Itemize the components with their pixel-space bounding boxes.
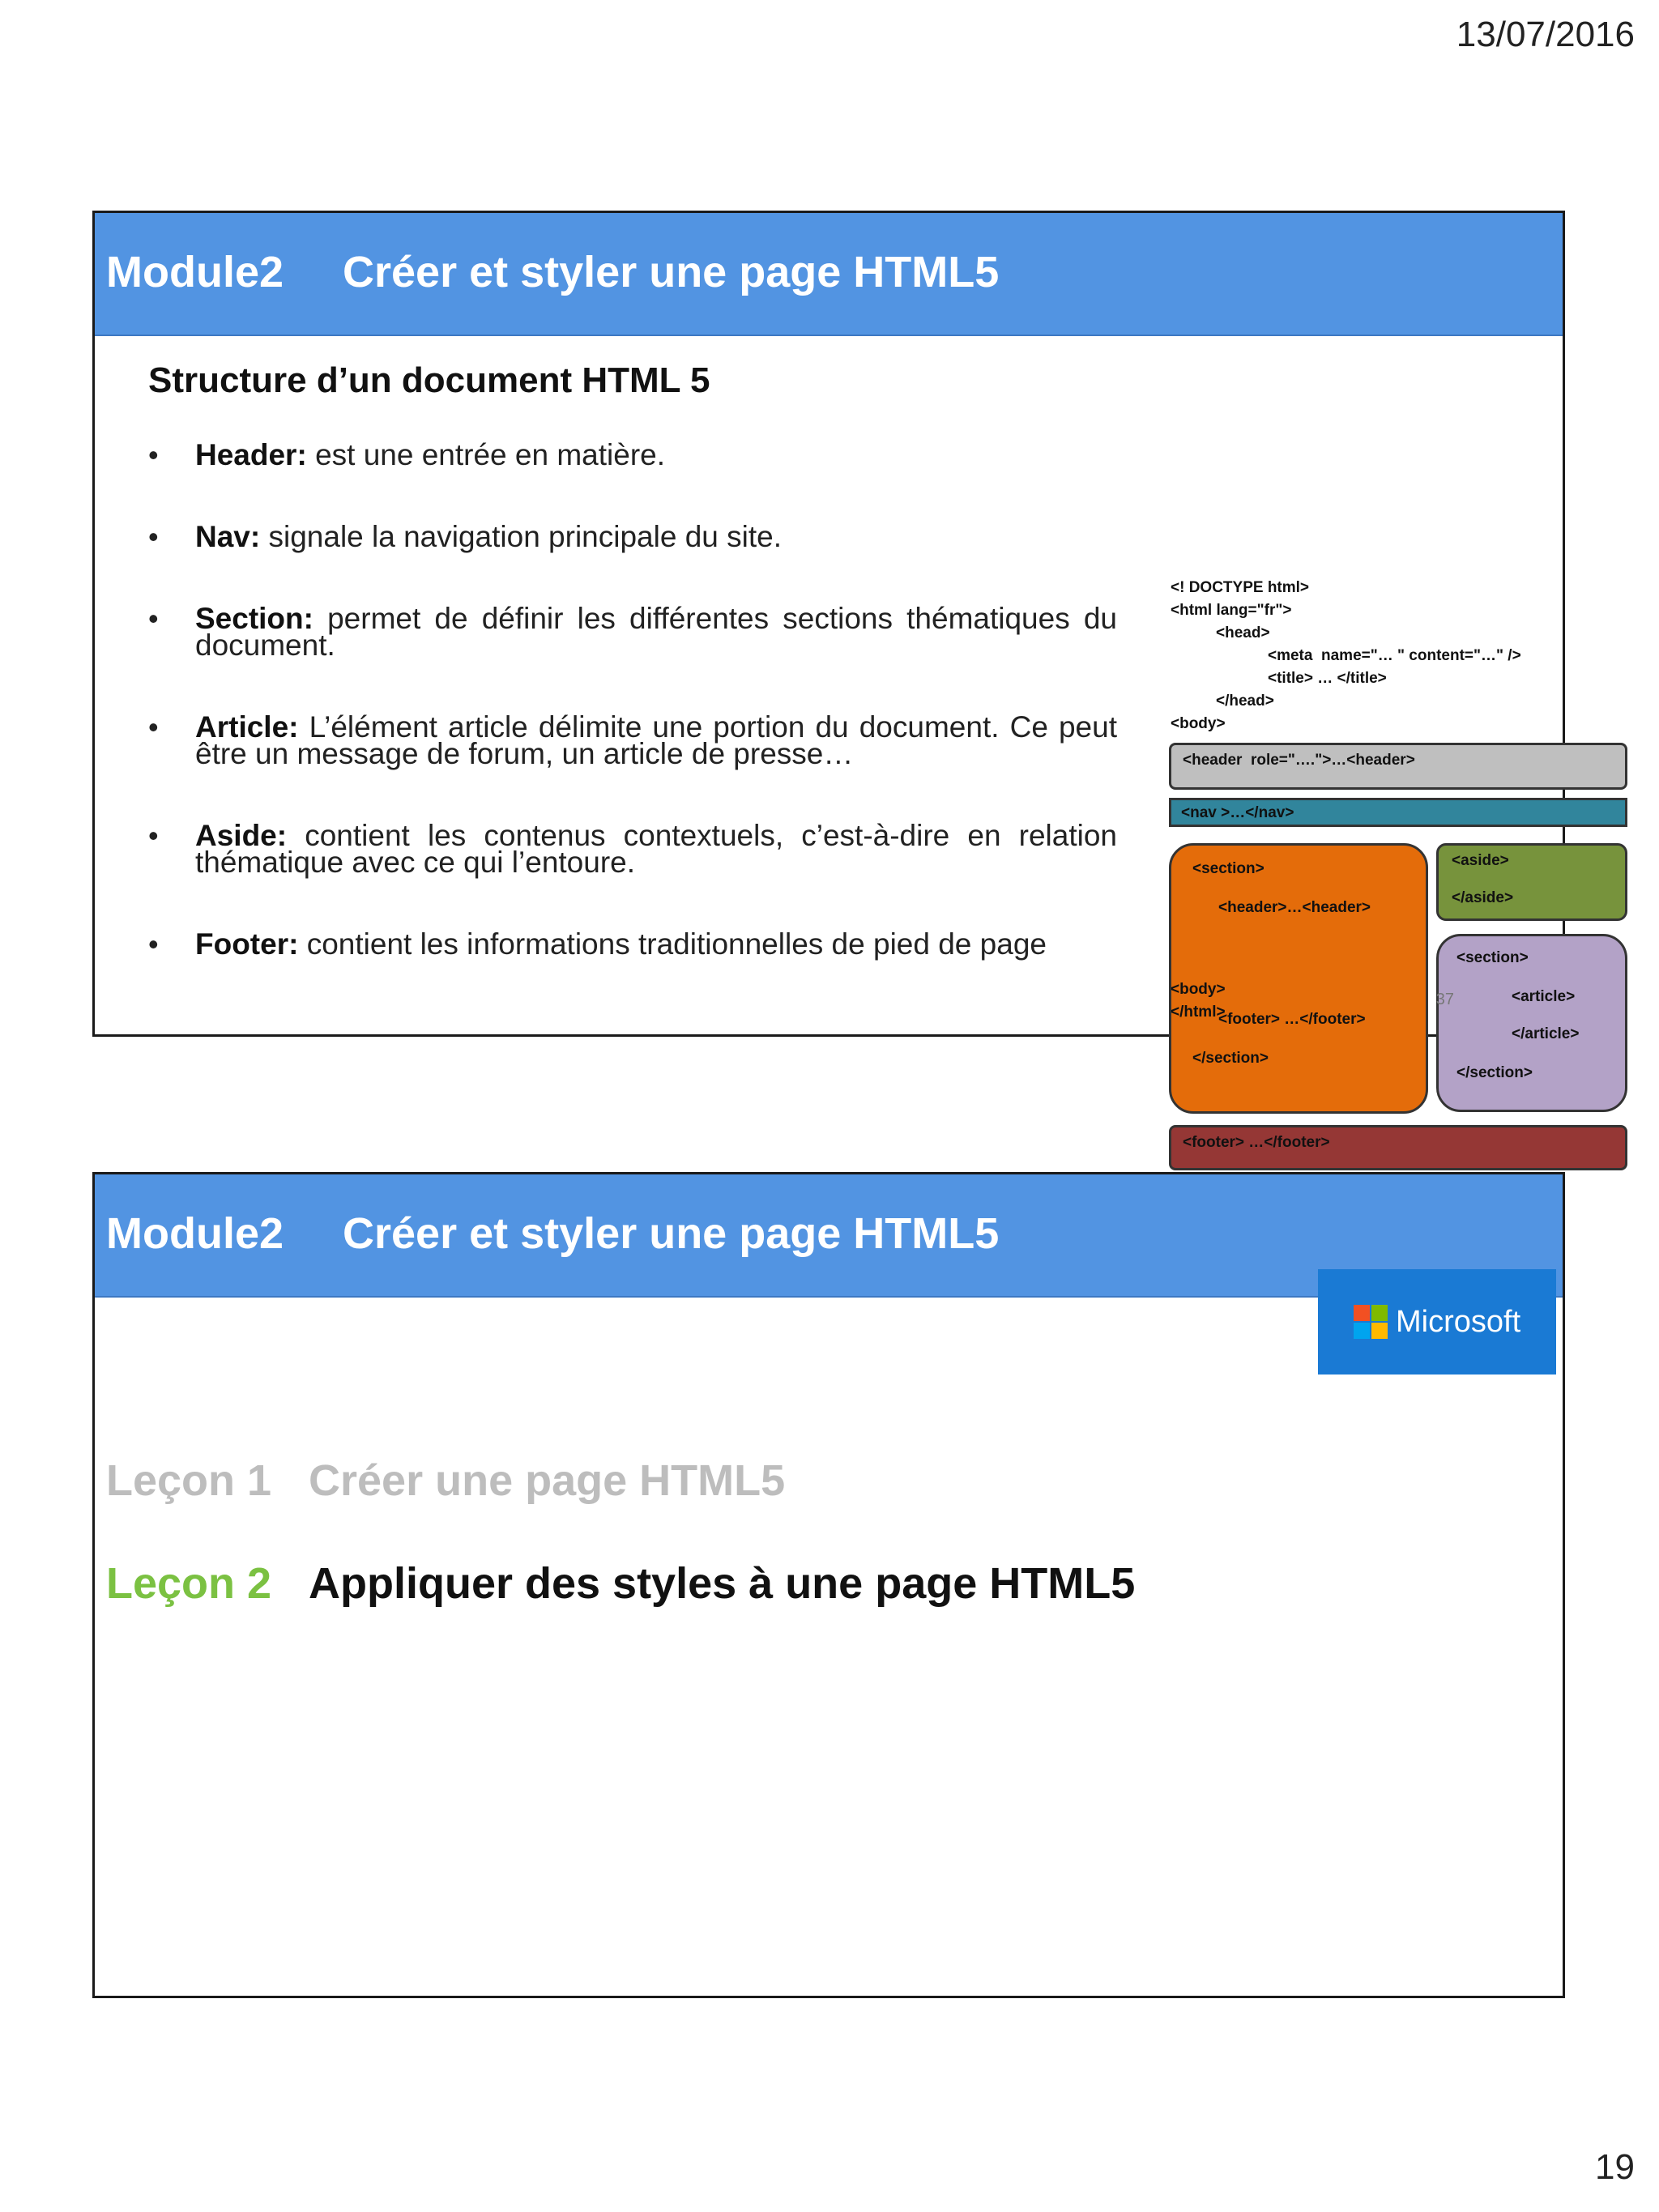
- bullet-list: [148, 438, 1118, 961]
- bullet-dot: •: [148, 438, 159, 471]
- bullet-dot: •: [148, 520, 159, 553]
- bullet-dot: •: [148, 602, 159, 635]
- bullet-text: contient les contenus contextuels, c’est-à-dire en relation thématique avec ce qui l’entoure.: [195, 819, 1118, 879]
- code-title: <title> … </title>: [1268, 670, 1387, 687]
- slide-structure-html5: [92, 211, 1580, 1151]
- bullet-term: Header:: [195, 438, 307, 471]
- content-heading: Structure d’un document HTML 5: [148, 360, 710, 400]
- bullet-term: Aside:: [195, 819, 288, 852]
- html5-structure-diagram: [1064, 356, 1580, 1151]
- footer-block: [1169, 1125, 1627, 1170]
- aside-close-label: </aside>: [1452, 889, 1514, 906]
- bullet-text: est une entrée en matière.: [315, 438, 665, 471]
- lesson-1-number: Leçon 1: [106, 1456, 272, 1505]
- lesson-2-title: Appliquer des styles à une page HTML5: [309, 1559, 1136, 1608]
- slide-number: 37: [1435, 991, 1454, 1008]
- code-html-close: </html>: [1171, 1004, 1226, 1021]
- article-open-label: <article>: [1512, 988, 1576, 1005]
- bullet-footer: [148, 927, 1117, 961]
- bullet-text: contient les informations traditionnelles de pied de page: [306, 927, 1047, 961]
- header-block-label: <header role="….">…<header>: [1183, 752, 1415, 769]
- bullet-term: Footer:: [195, 927, 299, 961]
- code-html-open: <html lang="fr">: [1171, 602, 1292, 619]
- module-label: Module2: [106, 248, 284, 296]
- code-meta: <meta name="… " content="…" />: [1268, 647, 1521, 664]
- section2-close-label: </section>: [1456, 1064, 1533, 1081]
- slide-header: [95, 213, 1563, 336]
- module-label: Module2: [106, 1209, 284, 1258]
- section-footer-label: <footer> …</footer>: [1218, 1011, 1366, 1028]
- aside-block: [1436, 843, 1627, 921]
- bullet-section: [148, 602, 1117, 662]
- section2-open-label: <section>: [1456, 949, 1529, 966]
- microsoft-wordmark: Microsoft: [1396, 1305, 1521, 1339]
- section-open-label: <section>: [1192, 860, 1265, 877]
- nav-block-label: <nav >…</nav>: [1181, 804, 1294, 821]
- bullet-term: Nav:: [195, 520, 261, 553]
- section-close-label: </section>: [1192, 1050, 1269, 1067]
- code-head-open: <head>: [1216, 624, 1270, 641]
- article-close-label: </article>: [1512, 1025, 1580, 1042]
- bullet-term: Article:: [195, 710, 299, 744]
- bullet-text: L’élément article délimite une portion du document. Ce peut être un message de forum, un article de presse…: [195, 710, 1117, 770]
- nav-block: [1169, 798, 1627, 827]
- bullet-article: [148, 710, 1117, 770]
- slide-title: Créer et styler une page HTML5: [343, 1209, 1000, 1258]
- code-doctype: <! DOCTYPE html>: [1171, 579, 1310, 596]
- section-header-label: <header>…<header>: [1218, 899, 1371, 916]
- lesson-1-title: Créer une page HTML5: [309, 1456, 786, 1505]
- windows-logo-icon: [1354, 1305, 1388, 1339]
- bullet-nav: [148, 520, 1117, 553]
- bullet-dot: •: [148, 819, 159, 852]
- bullet-aside: [148, 819, 1118, 879]
- footer-block-label: <footer> …</footer>: [1183, 1134, 1330, 1151]
- microsoft-logo: [1318, 1269, 1556, 1375]
- code-body-close: <body>: [1171, 981, 1226, 998]
- bullet-term: Section:: [195, 602, 313, 635]
- bullet-header: [148, 438, 1117, 471]
- slide-title: Créer et styler une page HTML5: [343, 248, 1000, 296]
- bullet-text: permet de définir les différentes sections thématiques du document.: [195, 602, 1117, 662]
- slide-lessons: [92, 1172, 1565, 1998]
- lesson-2-number: Leçon 2: [106, 1559, 272, 1608]
- code-head-close: </head>: [1216, 693, 1274, 710]
- section2-block: [1436, 934, 1627, 1112]
- code-body-open: <body>: [1171, 715, 1226, 732]
- section-block: [1169, 843, 1428, 1114]
- header-block: [1169, 743, 1627, 790]
- page-number: 19: [1595, 2147, 1635, 2187]
- bullet-dot: •: [148, 927, 159, 961]
- aside-open-label: <aside>: [1452, 852, 1509, 869]
- bullet-dot: •: [148, 710, 159, 744]
- bullet-text: signale la navigation principale du site.: [268, 520, 783, 553]
- page-date: 13/07/2016: [1456, 15, 1635, 54]
